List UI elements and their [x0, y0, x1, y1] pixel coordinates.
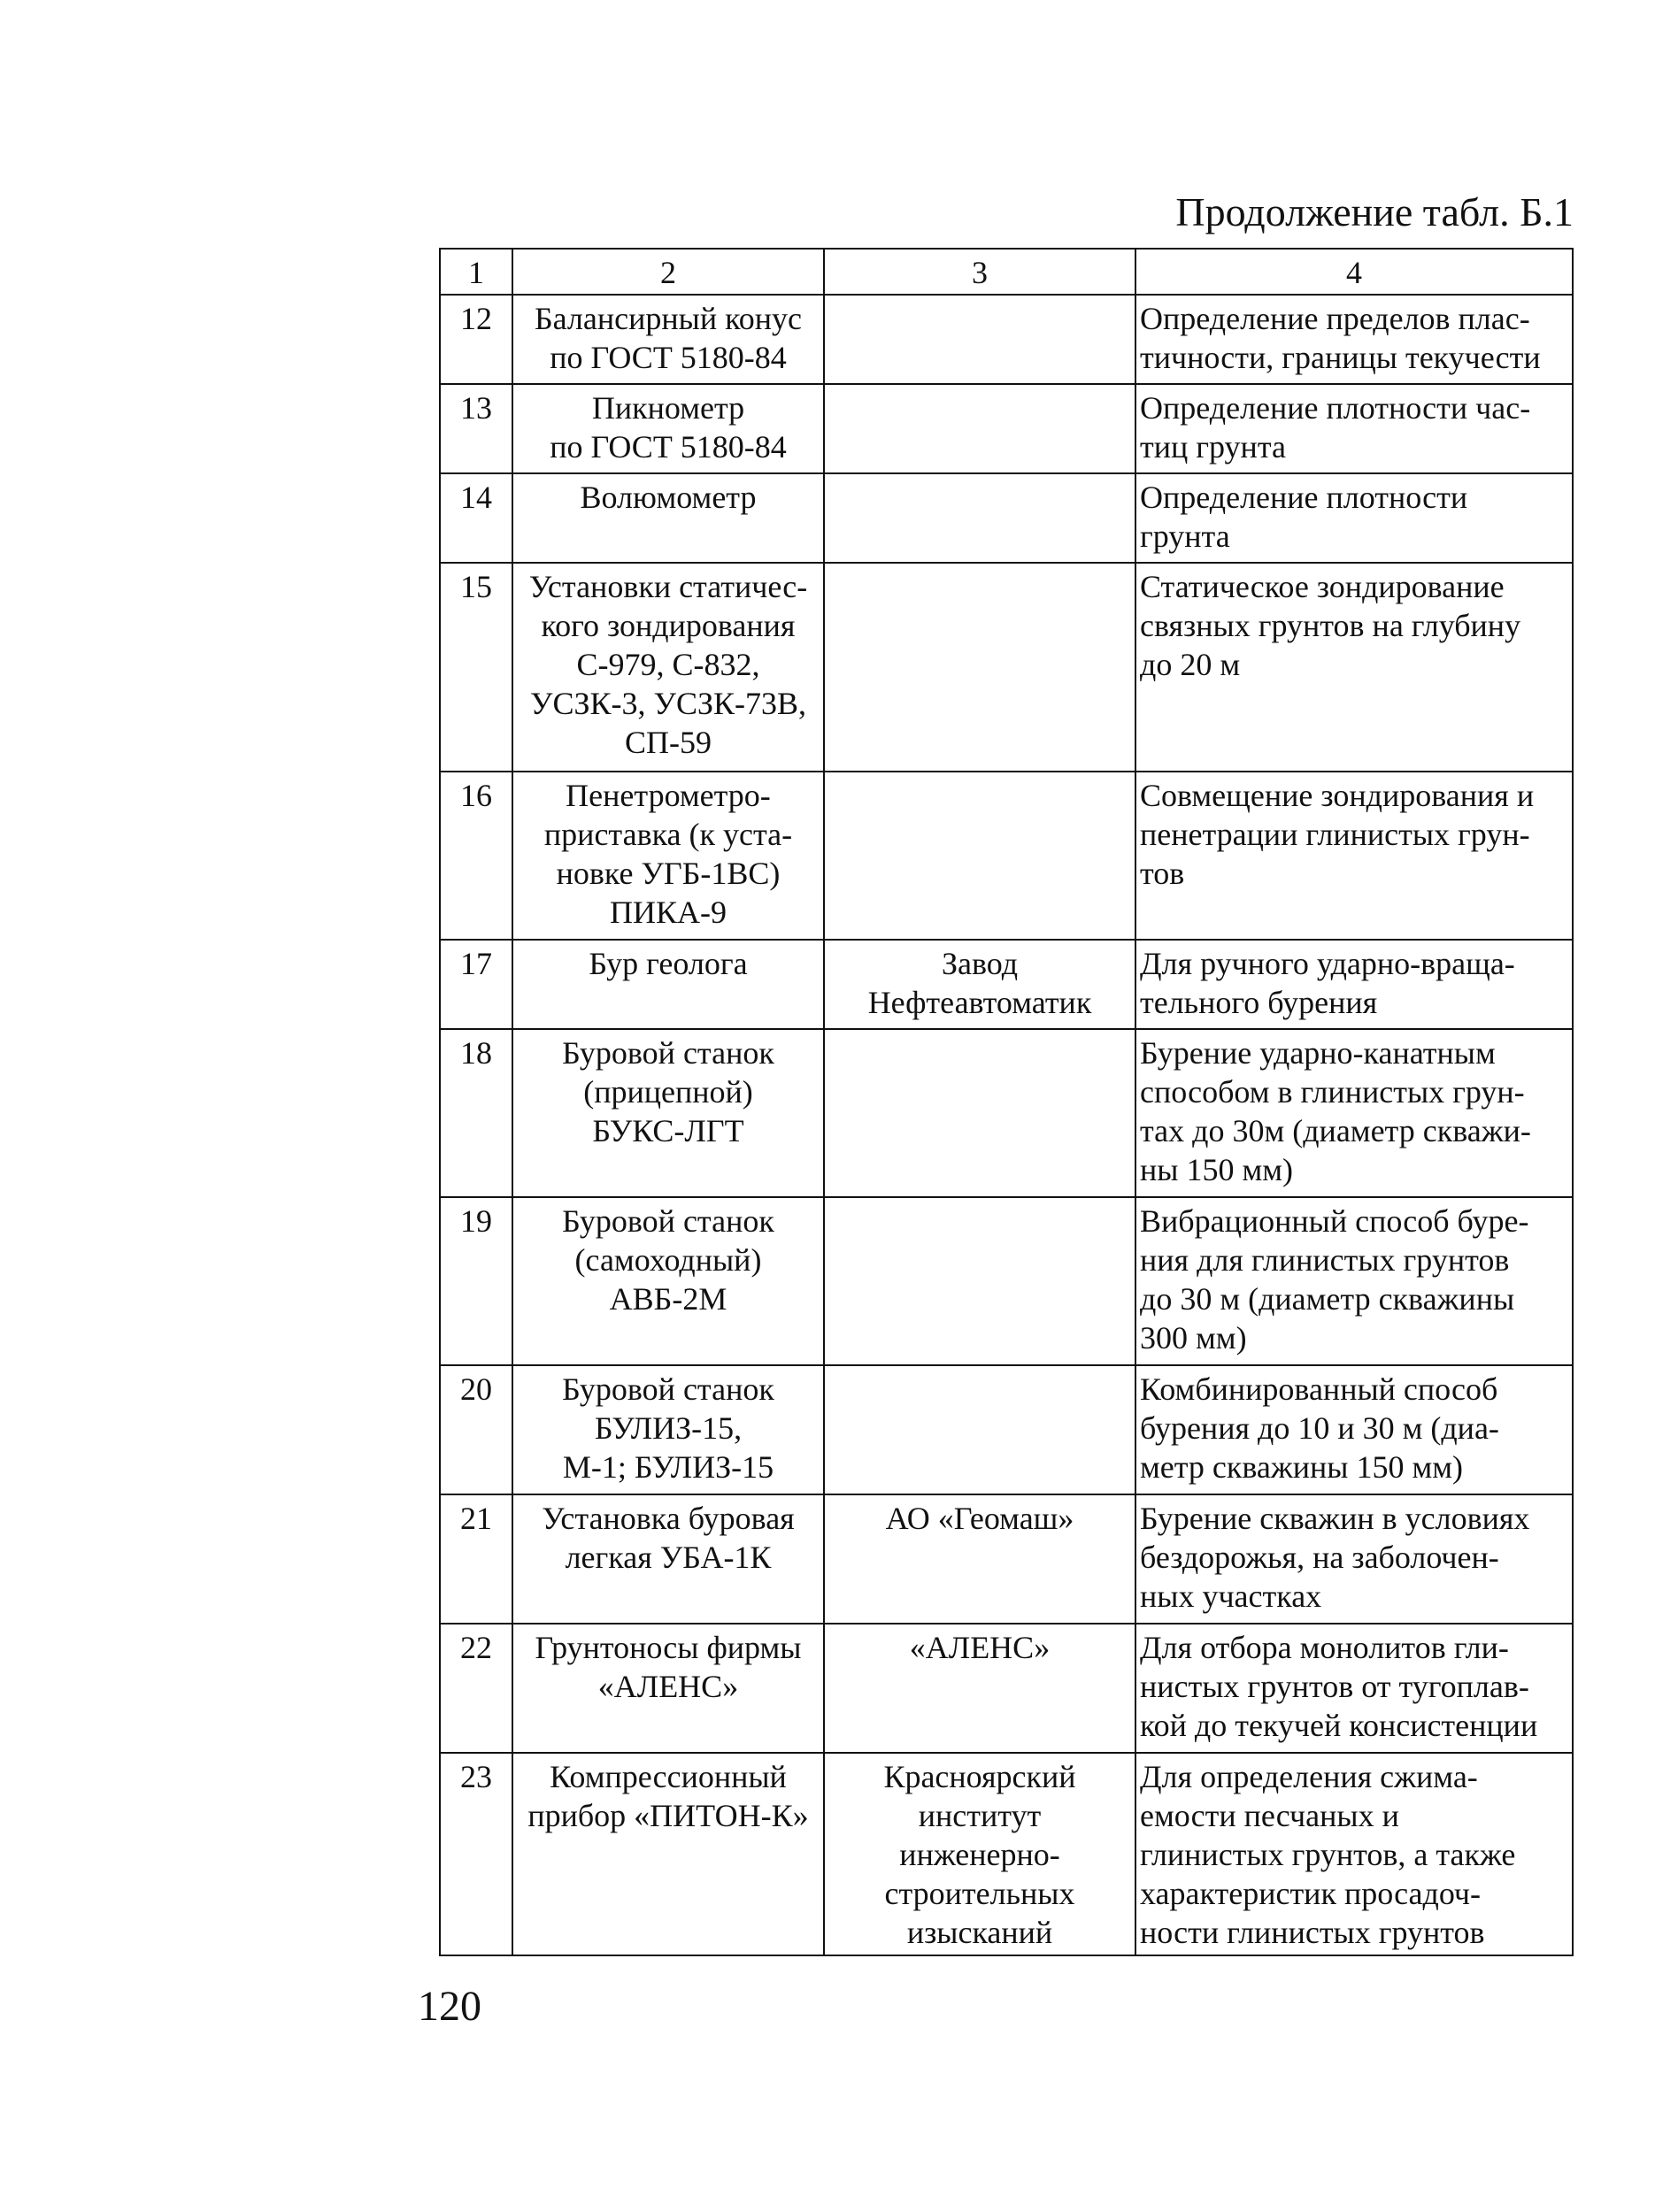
cell-text-line: глинистых грунтов, а также	[1140, 1837, 1516, 1872]
column-header-3: 3	[824, 249, 1135, 295]
cell-purpose	[1135, 772, 1573, 940]
cell-text-line: Бурение ударно-канатным	[1140, 1035, 1496, 1071]
cell-number: 16	[440, 772, 512, 940]
cell-text-line: ных участках	[1140, 1578, 1322, 1614]
cell-text-line: новке УГБ-1ВС)	[556, 856, 781, 891]
equipment-table	[439, 248, 1574, 1956]
table-row	[440, 1624, 1573, 1753]
cell-equipment	[512, 384, 824, 473]
cell-text-line: Для отбора монолитов гли-	[1140, 1630, 1509, 1665]
table-row	[440, 1365, 1573, 1494]
table-row	[440, 473, 1573, 563]
table-row	[440, 295, 1573, 384]
cell-text-line: ны 150 мм)	[1140, 1152, 1294, 1187]
cell-text-line: ПИКА-9	[610, 895, 727, 930]
cell-text-line: Для определения сжима-	[1140, 1759, 1478, 1794]
cell-manufacturer	[824, 1197, 1135, 1365]
cell-text-line: инженерно-	[899, 1837, 1060, 1872]
cell-text-line: Вибрационный способ буре-	[1140, 1203, 1529, 1239]
cell-number: 23	[440, 1753, 512, 1955]
cell-text-line: Комбинированный способ	[1140, 1371, 1498, 1407]
cell-text-line: тиц грунта	[1140, 429, 1286, 465]
table-row	[440, 384, 1573, 473]
cell-text-line: Определение плотности час-	[1140, 390, 1531, 426]
cell-text-line: Нефтеавтоматик	[867, 985, 1092, 1020]
cell-number: 18	[440, 1029, 512, 1197]
cell-equipment	[512, 295, 824, 384]
cell-text-line: Статическое зондирование	[1140, 569, 1505, 604]
table-body	[440, 295, 1573, 1955]
cell-purpose	[1135, 1753, 1573, 1955]
cell-text-line: тичности, границы текучести	[1140, 340, 1541, 375]
cell-text-line: по ГОСТ 5180-84	[550, 340, 787, 375]
cell-text-line: Бурение скважин в условиях	[1140, 1501, 1530, 1536]
table-row	[440, 1197, 1573, 1365]
cell-number: 22	[440, 1624, 512, 1753]
cell-text-line: Буровой станок	[562, 1371, 774, 1407]
cell-purpose	[1135, 1624, 1573, 1753]
cell-text-line: приставка (к уста-	[543, 817, 793, 852]
cell-text-line: тах до 30м (диаметр скважи-	[1140, 1113, 1531, 1148]
cell-text-line: бурения до 10 и 30 м (диа-	[1140, 1410, 1499, 1446]
cell-number: 17	[440, 940, 512, 1029]
cell-text-line: Бур геолога	[589, 946, 748, 981]
cell-text-line: институт	[918, 1798, 1042, 1833]
cell-number: 12	[440, 295, 512, 384]
cell-equipment	[512, 1753, 824, 1955]
cell-text-line: тельного бурения	[1140, 985, 1378, 1020]
cell-text-line: 300 мм)	[1140, 1320, 1247, 1356]
cell-manufacturer	[824, 1494, 1135, 1624]
table-header-row	[440, 249, 1573, 295]
cell-equipment	[512, 1029, 824, 1197]
cell-equipment	[512, 473, 824, 563]
cell-equipment	[512, 1365, 824, 1494]
cell-text-line: (самоходный)	[574, 1242, 762, 1278]
cell-text-line: грунта	[1140, 518, 1230, 554]
cell-number: 14	[440, 473, 512, 563]
cell-text-line: АО «Геомаш»	[885, 1501, 1074, 1536]
table-row	[440, 940, 1573, 1029]
cell-text-line: СП-59	[625, 725, 712, 760]
cell-text-line: Совмещение зондирования и	[1140, 778, 1535, 813]
cell-text-line: ности глинистых грунтов	[1140, 1915, 1485, 1950]
cell-text-line: Для ручного ударно-враща-	[1140, 946, 1515, 981]
cell-text-line: Буровой станок	[562, 1035, 774, 1071]
column-header-1: 1	[440, 249, 512, 295]
cell-number: 13	[440, 384, 512, 473]
cell-manufacturer	[824, 473, 1135, 563]
cell-purpose	[1135, 384, 1573, 473]
cell-text-line: Завод	[941, 946, 1019, 981]
cell-purpose	[1135, 473, 1573, 563]
cell-text-line: Установки статичес-	[528, 569, 808, 604]
cell-text-line: пенетрации глинистых грун-	[1140, 817, 1530, 852]
cell-number: 15	[440, 563, 512, 772]
cell-purpose	[1135, 1494, 1573, 1624]
cell-purpose	[1135, 1197, 1573, 1365]
cell-number: 20	[440, 1365, 512, 1494]
table-row	[440, 1753, 1573, 1955]
cell-text-line: Определение пределов плас-	[1140, 301, 1530, 336]
cell-manufacturer	[824, 1029, 1135, 1197]
cell-text-line: прибор «ПИТОН-К»	[527, 1798, 809, 1833]
cell-text-line: тов	[1140, 856, 1185, 891]
cell-text-line: Волюмометр	[580, 480, 757, 515]
cell-text-line: Буровой станок	[562, 1203, 774, 1239]
cell-text-line: до 30 м (диаметр скважины	[1140, 1281, 1515, 1317]
cell-purpose	[1135, 563, 1573, 772]
cell-text-line: БУЛИЗ-15,	[594, 1410, 743, 1446]
table-header	[440, 249, 1573, 295]
cell-number: 19	[440, 1197, 512, 1365]
cell-equipment	[512, 940, 824, 1029]
cell-text-line: связных грунтов на глубину	[1140, 608, 1521, 643]
cell-purpose	[1135, 1029, 1573, 1197]
cell-text-line: УСЗК-3, УСЗК-73В,	[529, 686, 807, 721]
cell-equipment	[512, 1197, 824, 1365]
cell-text-line: легкая УБА-1К	[565, 1540, 772, 1575]
cell-text-line: «АЛЕНС»	[597, 1669, 739, 1704]
cell-text-line: Грунтоносы фирмы	[535, 1630, 802, 1665]
cell-text-line: строительных	[884, 1876, 1075, 1911]
cell-text-line: нистых грунтов от тугоплав-	[1140, 1669, 1529, 1704]
cell-text-line: кого зондирования	[541, 608, 796, 643]
cell-text-line: «АЛЕНС»	[909, 1630, 1051, 1665]
cell-text-line: Установка буровая	[542, 1501, 795, 1536]
page-number: 120	[418, 1983, 481, 2030]
cell-text-line: (прицепной)	[583, 1074, 753, 1110]
column-header-2: 2	[512, 249, 824, 295]
cell-text-line: емости песчаных и	[1140, 1798, 1399, 1833]
table-continuation-caption: Продолжение табл. Б.1	[1175, 189, 1574, 234]
table-row	[440, 1494, 1573, 1624]
cell-equipment	[512, 772, 824, 940]
cell-manufacturer	[824, 1624, 1135, 1753]
cell-purpose	[1135, 1365, 1573, 1494]
cell-purpose	[1135, 940, 1573, 1029]
cell-text-line: характеристик просадоч-	[1140, 1876, 1481, 1911]
cell-text-line: Пикнометр	[591, 390, 745, 426]
cell-text-line: бездорожья, на заболочен-	[1140, 1540, 1499, 1575]
cell-manufacturer	[824, 772, 1135, 940]
cell-manufacturer	[824, 1753, 1135, 1955]
cell-text-line: Компрессионный	[550, 1759, 787, 1794]
cell-text-line: АВБ-2М	[609, 1281, 727, 1317]
cell-text-line: БУКС-ЛГТ	[592, 1113, 744, 1148]
cell-text-line: Пенетрометро-	[566, 778, 771, 813]
cell-manufacturer	[824, 940, 1135, 1029]
cell-text-line: Красноярский	[883, 1759, 1076, 1794]
cell-text-line: способом в глинистых грун-	[1140, 1074, 1525, 1110]
cell-manufacturer	[824, 295, 1135, 384]
cell-text-line: метр скважины 150 мм)	[1140, 1449, 1464, 1485]
table-row	[440, 563, 1573, 772]
cell-text-line: ния для глинистых грунтов	[1140, 1242, 1510, 1278]
table-row	[440, 1029, 1573, 1197]
cell-text-line: изысканий	[906, 1915, 1053, 1950]
cell-text-line: Определение плотности	[1140, 480, 1468, 515]
cell-text-line: до 20 м	[1140, 647, 1241, 682]
cell-equipment	[512, 1494, 824, 1624]
table-row	[440, 772, 1573, 940]
cell-equipment	[512, 563, 824, 772]
cell-text-line: С-979, С-832,	[576, 647, 760, 682]
cell-manufacturer	[824, 384, 1135, 473]
cell-text-line: Балансирный конус	[534, 301, 803, 336]
column-header-4: 4	[1135, 249, 1573, 295]
cell-manufacturer	[824, 1365, 1135, 1494]
cell-text-line: по ГОСТ 5180-84	[550, 429, 787, 465]
cell-number: 21	[440, 1494, 512, 1624]
cell-equipment	[512, 1624, 824, 1753]
cell-manufacturer	[824, 563, 1135, 772]
cell-text-line: М-1; БУЛИЗ-15	[562, 1449, 774, 1485]
cell-purpose	[1135, 295, 1573, 384]
cell-text-line: кой до текучей консистенции	[1140, 1708, 1538, 1743]
